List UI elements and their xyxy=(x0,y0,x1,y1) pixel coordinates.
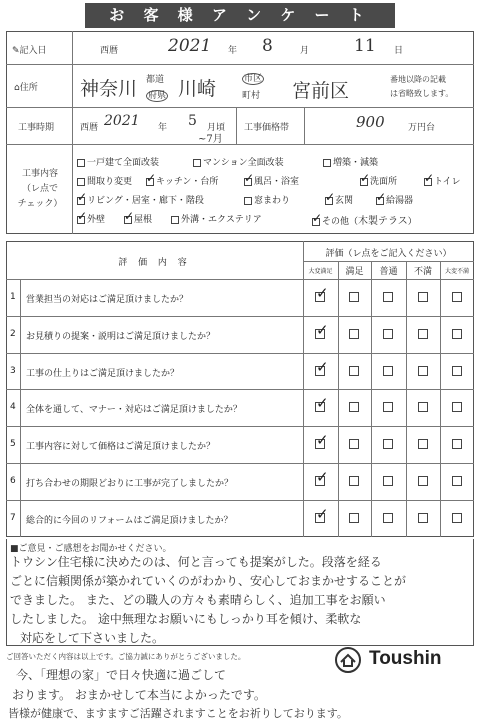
option-exterior[interactable]: 外溝・エクステリア xyxy=(171,212,262,225)
other-text: 木製テラス xyxy=(358,216,408,227)
row-divider xyxy=(6,389,474,390)
row-divider xyxy=(6,316,474,317)
evaluation-content-header: 評 価 内 容 xyxy=(118,258,191,268)
question-number: 1 xyxy=(10,292,16,302)
rating-checkbox[interactable] xyxy=(452,476,462,486)
extra-line-1: 今、「理想の家」で日々快適に過ごして xyxy=(16,668,227,682)
question-text: 営業担当の対応はご満足頂けましたか？ xyxy=(26,295,189,305)
question-text: 総合的に今回のリフォームはご満足頂けましたか？ xyxy=(26,515,233,526)
checkbox[interactable] xyxy=(323,159,331,167)
rating-checkbox-checked[interactable] xyxy=(315,476,325,486)
pref-unit-bottom: 府県 xyxy=(148,91,167,101)
checkbox[interactable] xyxy=(171,216,179,224)
checkbox-checked[interactable] xyxy=(424,178,432,186)
row-divider xyxy=(6,463,474,464)
comments-label: ■ご意見・ご感想をお聞かせください。 xyxy=(10,544,172,554)
address-town: 宮前区 xyxy=(292,80,350,102)
rating-checkbox[interactable] xyxy=(349,292,359,302)
option-full-house[interactable]: 一戸建て全面改装 xyxy=(77,155,159,168)
comment-line-2: ごとに信頼関係が築かれていくのがわかり、安心しておまかせすることが xyxy=(10,574,407,588)
entry-date-label: ✎記入日 xyxy=(12,46,47,56)
price-unit: 万円台 xyxy=(408,123,436,133)
checkbox-checked[interactable] xyxy=(312,218,320,226)
work-period-month-suffix: 月頃 xyxy=(207,123,226,133)
rating-checkbox-checked[interactable] xyxy=(315,329,325,339)
toushin-logo-icon xyxy=(333,646,363,674)
col-unsatisfied: 不満 xyxy=(413,267,432,277)
col-very-satisfied: 大変満足 xyxy=(308,268,333,275)
checkbox-checked[interactable] xyxy=(244,178,252,186)
entry-date-month-unit: 月 xyxy=(300,46,310,56)
option-entrance[interactable]: ✓ 玄関 xyxy=(325,193,353,206)
question-text: 打ち合わせの期限どおりに工事が完了しましたか？ xyxy=(26,479,234,489)
question-number: 4 xyxy=(10,402,16,413)
rating-checkbox[interactable] xyxy=(452,292,462,302)
city-unit-top: 市区 xyxy=(244,74,263,84)
rating-checkbox[interactable] xyxy=(349,366,359,376)
comment-line-1: トウシン住宅様に決めたのは、何と言っても提案がした。段落を経る xyxy=(10,555,382,569)
option-full-mansion[interactable]: マンション全面改装 xyxy=(193,155,284,168)
question-number: 7 xyxy=(10,512,16,523)
rating-checkbox[interactable] xyxy=(418,329,428,339)
question-text: お見積りの提案・説明はご満足頂けましたか？ xyxy=(26,331,216,342)
comment-line-3: できました。 また、どの職人の方々も素晴らしく、追加工事をお願い xyxy=(10,593,386,607)
work-period-label: 工事時期 xyxy=(18,123,55,133)
work-period-year-unit: 年 xyxy=(158,123,168,133)
checkbox-checked[interactable] xyxy=(376,197,384,205)
city-unit-bottom: 町村 xyxy=(242,91,261,101)
checkbox-checked[interactable] xyxy=(360,178,368,186)
pref-unit-top: 都道 xyxy=(146,75,165,85)
rating-checkbox[interactable] xyxy=(418,476,428,486)
checkbox[interactable] xyxy=(77,178,85,186)
option-windows[interactable]: 窓まわり xyxy=(244,193,290,206)
question-number: 5 xyxy=(10,439,16,450)
rating-checkbox[interactable] xyxy=(452,366,462,376)
row-divider xyxy=(6,353,474,354)
address-city: 川崎 xyxy=(178,78,217,100)
price-label: 工事価格帯 xyxy=(244,123,290,133)
option-other[interactable]: ✓ その他（木製テラス） xyxy=(312,212,417,227)
rating-checkbox[interactable] xyxy=(418,513,428,523)
option-roof[interactable]: ✓ 屋根 xyxy=(124,212,152,225)
option-living[interactable]: ✓リビング・居室・廊下・階段 xyxy=(77,193,204,206)
checkbox-checked[interactable] xyxy=(146,178,154,186)
toushin-logo-text: Toushin xyxy=(369,648,442,669)
entry-date-year: 2021 xyxy=(168,36,212,56)
option-water-heater[interactable]: ✓ 給湯器 xyxy=(376,193,413,206)
rating-checkbox[interactable] xyxy=(383,292,393,302)
address-prefecture: 神奈川 xyxy=(80,78,138,100)
checkbox-checked[interactable] xyxy=(77,197,85,205)
rating-checkbox[interactable] xyxy=(383,402,393,412)
survey-title: お 客 様 ア ン ケ ー ト xyxy=(85,3,395,28)
footer-note: ご回答いただく内容は以上です。ご協力誠にありがとうございました。 xyxy=(6,652,246,661)
rating-checkbox-checked[interactable] xyxy=(315,292,325,302)
rating-checkbox[interactable] xyxy=(418,366,428,376)
question-number: 2 xyxy=(10,328,16,339)
rating-checkbox[interactable] xyxy=(383,476,393,486)
rating-checkbox[interactable] xyxy=(349,476,359,486)
rating-checkbox-checked[interactable] xyxy=(315,366,325,376)
checkbox-checked[interactable] xyxy=(77,216,85,224)
comment-line-5: 対応をして下さいました。 xyxy=(20,631,165,645)
col-normal: 普通 xyxy=(379,267,398,277)
checkbox[interactable] xyxy=(244,197,252,205)
rating-checkbox[interactable] xyxy=(383,366,393,376)
col-satisfied: 満足 xyxy=(345,267,364,277)
price-value: 900 xyxy=(356,113,385,131)
rating-checkbox[interactable] xyxy=(383,439,393,449)
option-layout-change[interactable]: 間取り変更 xyxy=(77,174,132,187)
work-period-month: 5 xyxy=(188,113,197,129)
work-content-label: 工事内容 （レ点で チェック） xyxy=(17,169,63,209)
extra-line-2: おります。 おまかせして本当によかったです。 xyxy=(12,688,266,702)
checkbox[interactable] xyxy=(193,159,201,167)
checkbox[interactable] xyxy=(77,159,85,167)
checkbox-checked[interactable] xyxy=(325,197,333,205)
option-extension[interactable]: 増築・減築 xyxy=(323,155,378,168)
question-number: 3 xyxy=(10,365,16,376)
rating-checkbox[interactable] xyxy=(383,513,393,523)
house-icon: ⌂ xyxy=(14,83,20,93)
rating-checkbox[interactable] xyxy=(452,439,462,449)
evaluation-rating-header: 評価（レ点をご記入ください） xyxy=(325,249,452,259)
row-divider xyxy=(6,500,474,501)
rating-checkbox[interactable] xyxy=(452,329,462,339)
address-note-line1: 番地以降の記載 xyxy=(390,75,446,84)
pencil-icon: ✎ xyxy=(12,46,20,56)
rating-checkbox[interactable] xyxy=(349,329,359,339)
col-very-unsatisfied: 大変不満 xyxy=(444,268,469,275)
entry-date-day-unit: 日 xyxy=(394,46,404,56)
rating-checkbox-checked[interactable] xyxy=(315,439,325,449)
comment-line-4: したしました。 途中無理なお願いにもしっかり耳を傾け、柔軟な xyxy=(10,612,362,626)
option-washroom[interactable]: ✓ 洗面所 xyxy=(360,174,397,187)
row-divider xyxy=(6,426,474,427)
address-label: ⌂住所 xyxy=(14,83,38,93)
rating-checkbox[interactable] xyxy=(418,292,428,302)
entry-date-day: 11 xyxy=(354,36,376,56)
rating-checkbox[interactable] xyxy=(418,402,428,412)
entry-date-year-unit: 年 xyxy=(228,46,238,56)
option-bath[interactable]: ✓ 風呂・浴室 xyxy=(244,174,299,187)
rating-checkbox[interactable] xyxy=(452,402,462,412)
rating-checkbox-checked[interactable] xyxy=(315,402,325,412)
rating-checkbox[interactable] xyxy=(349,513,359,523)
address-note-line2: は省略致します。 xyxy=(390,89,454,98)
question-text: 全体を通して、マナー・対応はご満足頂けましたか？ xyxy=(26,405,242,416)
checkbox-checked[interactable] xyxy=(124,216,132,224)
rating-checkbox[interactable] xyxy=(452,513,462,523)
question-text: 工事内容に対して価格はご満足頂けましたか？ xyxy=(26,442,216,453)
entry-date-month: 8 xyxy=(262,36,273,56)
work-period-year: 2021 xyxy=(104,113,140,129)
rating-checkbox[interactable] xyxy=(349,402,359,412)
rating-checkbox[interactable] xyxy=(349,439,359,449)
question-number: 6 xyxy=(10,476,16,486)
work-period-range: ~7月 xyxy=(198,134,223,145)
rating-checkbox[interactable] xyxy=(383,329,393,339)
question-text: 工事の仕上りはご満足頂けましたか？ xyxy=(26,368,180,379)
extra-line-3: 皆様が健康で、ますますご活躍されますことをお祈りしております。 xyxy=(8,707,348,720)
option-toilet[interactable]: ✓ トイレ xyxy=(424,174,461,187)
toushin-logo xyxy=(333,646,473,674)
entry-date-era: 西暦 xyxy=(100,46,119,56)
rating-checkbox[interactable] xyxy=(418,439,428,449)
option-exterior-wall[interactable]: ✓外壁 xyxy=(77,212,105,225)
work-period-era: 西暦 xyxy=(80,123,99,133)
option-kitchen[interactable]: ✓ キッチン・台所 xyxy=(146,174,218,187)
rating-checkbox-checked[interactable] xyxy=(315,513,325,523)
